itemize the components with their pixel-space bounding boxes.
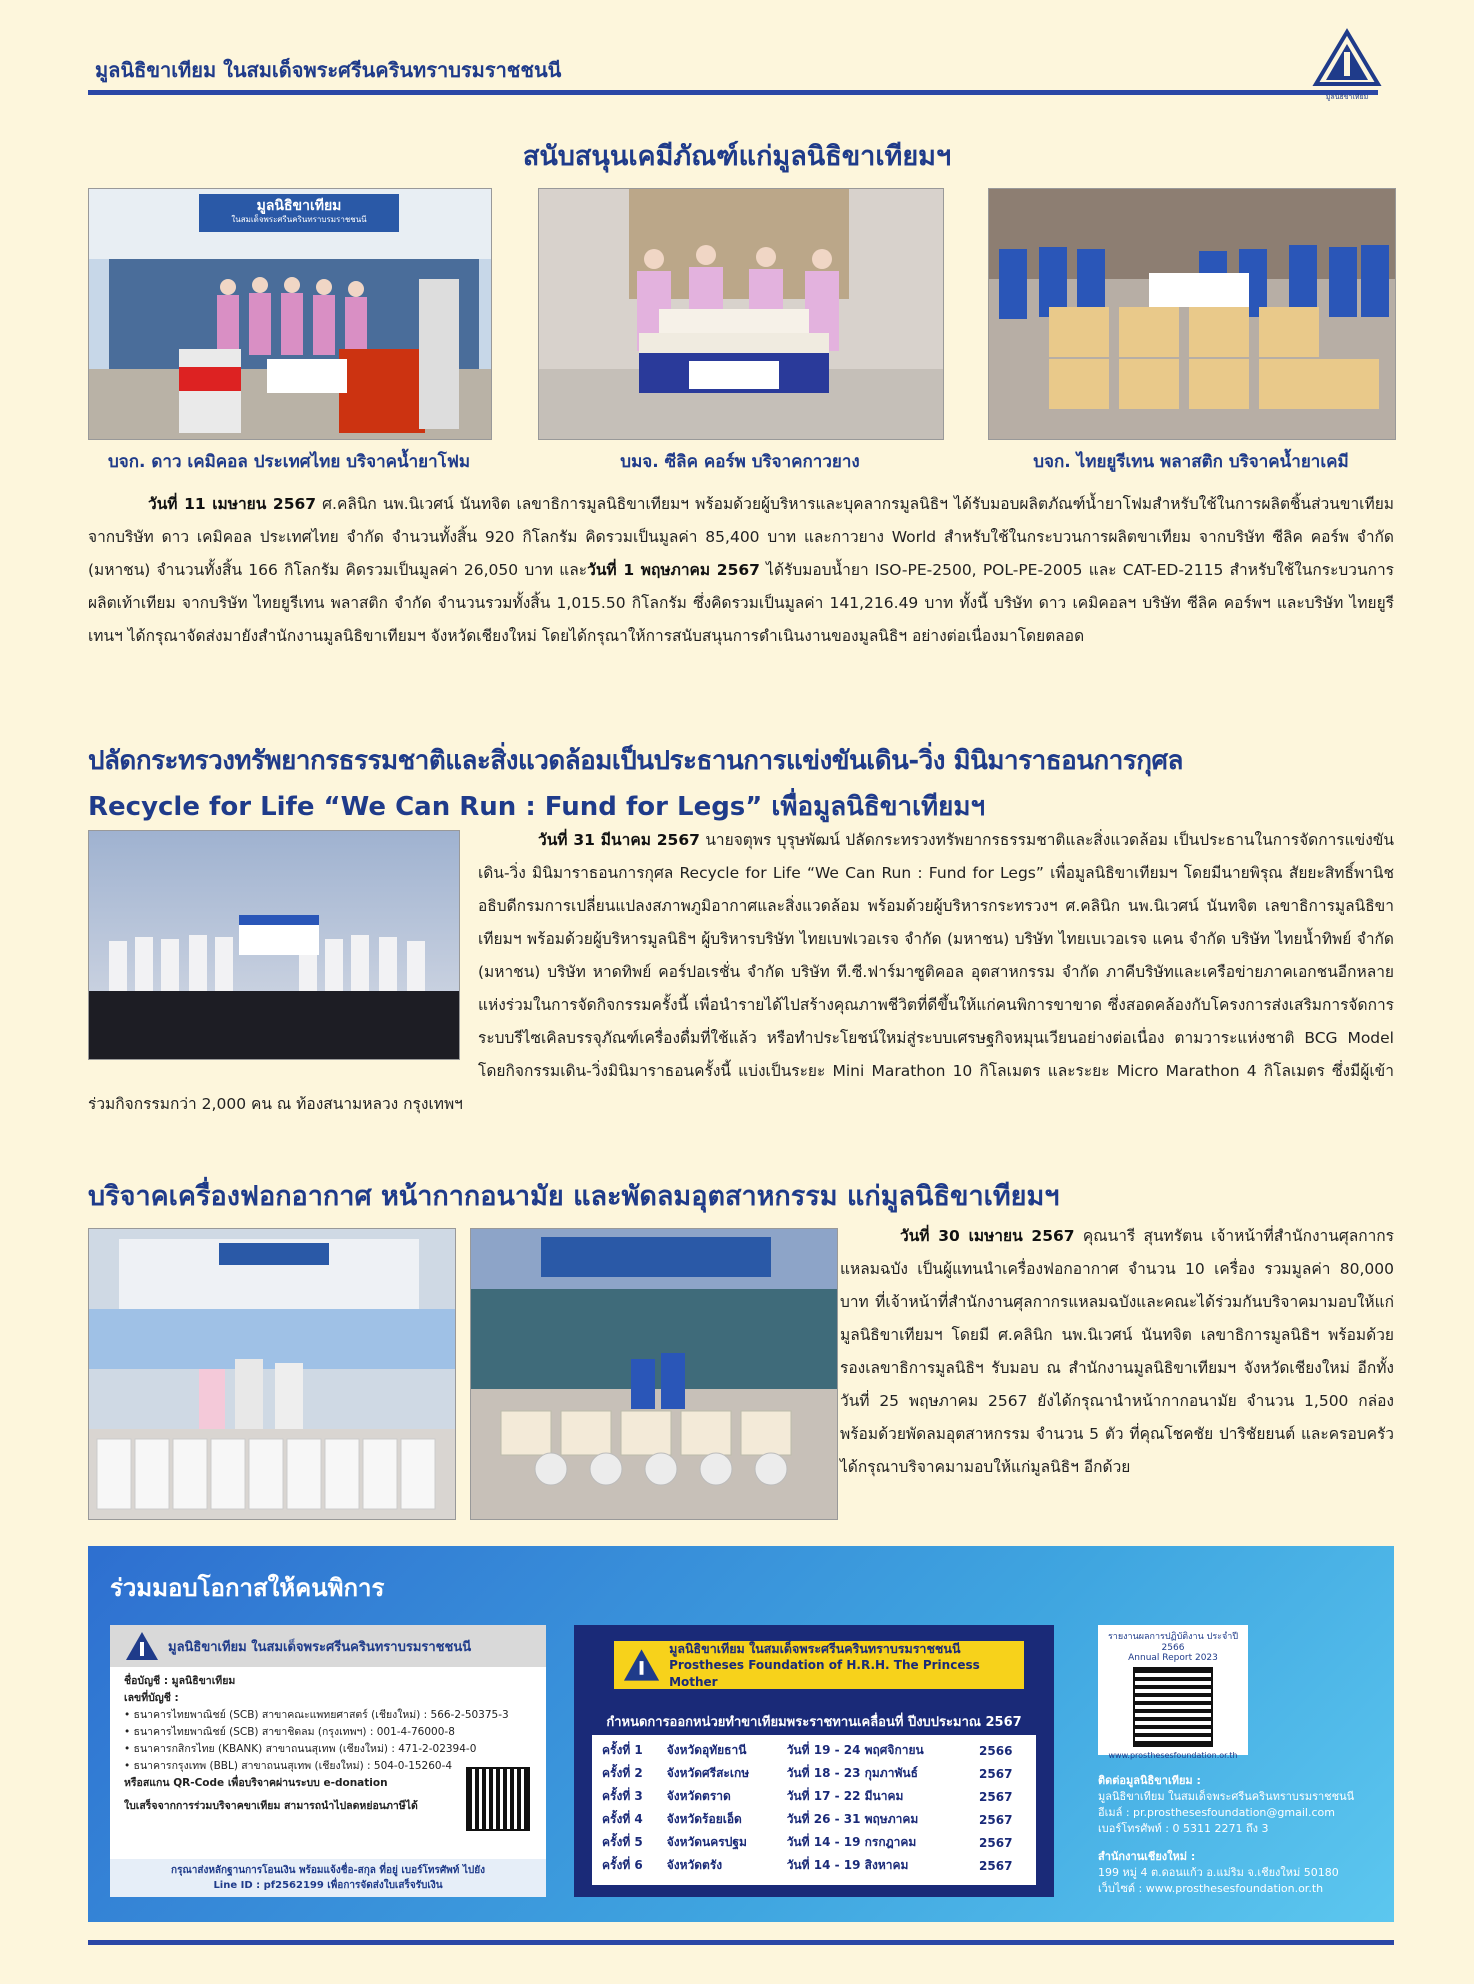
card1-footer1: กรุณาส่งหลักฐานการโอนเงิน พร้อมแจ้งชื่อ-สกุล ที่อยู่ เบอร์โทรศัพท์ ไปยัง: [171, 1865, 485, 1876]
schedule-title: กำหนดการออกหน่วยทำขาเทียมพระราชทานเคลื่อนที่ ปีงบประมาณ 2567: [606, 1715, 1022, 1730]
schedule-no: ครั้งที่ 5: [602, 1835, 643, 1849]
schedule-place: จังหวัดอุทัยธานี: [666, 1743, 747, 1757]
caption-thaiurethane: บจก. ไทยยูรีเทน พลาสติก บริจาคน้ำยาเคมี: [1033, 452, 1349, 472]
caption-dow: บจก. ดาว เคมิคอล ประเทศไทย บริจาคน้ำยาโฟม: [107, 452, 471, 472]
tax-note: ใบเสร็จจากการร่วมบริจาคขาเทียม สามารถนำไปลดหย่อนภาษีได้: [124, 1800, 418, 1812]
schedule-row: [598, 1831, 1030, 1854]
schedule-place: จังหวัดนครปฐม: [666, 1835, 747, 1849]
section1-date2: วันที่ 1 พฤษภาคม 2567: [587, 561, 760, 579]
account-line: • ธนาคารไทยพาณิชย์ (SCB) สาขาคณะแพทยศาสตร์ (เชียงใหม่) : 566-2-50375-3: [124, 1709, 509, 1721]
header-rule: [88, 90, 1378, 95]
header-title: มูลนิธิขาเทียม ในสมเด็จพระศรีนครินทราบรมราชชนนี: [95, 58, 562, 82]
card1-heading: มูลนิธิขาเทียม ในสมเด็จพระศรีนครินทราบรมราชชนนี: [168, 1639, 472, 1655]
office-title: สำนักงานเชียงใหม่ :: [1098, 1850, 1196, 1863]
page-header: [0, 0, 1474, 110]
account-label: เลขที่บัญชี :: [124, 1692, 179, 1704]
section2-photo-spacer: [88, 824, 478, 1060]
schedule-place: จังหวัดร้อยเอ็ด: [666, 1812, 742, 1826]
schedule-year: 2567: [979, 1766, 1013, 1781]
photo-dow-donation: [88, 188, 492, 440]
photo-silic-donation: [538, 188, 944, 440]
schedule-date: วันที่ 17 - 22 มีนาคม: [786, 1789, 904, 1803]
annual-report-box: [1098, 1625, 1248, 1760]
section3-date: วันที่ 30 เมษายน 2567: [900, 1227, 1075, 1245]
schedule-year: 2567: [979, 1789, 1013, 1804]
photo-air-purifiers: [88, 1228, 456, 1520]
schedule-row: [598, 1854, 1030, 1877]
section3-text: คุณนารี สุนทรัตน เจ้าหน้าที่สำนักงานศุลกากรแหลมฉบัง เป็นผู้แทนนำเครื่องฟอกอากาศ จำนวน 10 เครื่อง รวมมูลค่า 80,000 บาท ที่เจ้าหน้าที่สำนักงานศุลกากรแหลมฉบังและคณะได้ร่วมกันบริจาคมามอบให้แก่มูลนิธิขาเทียมฯ โดยมี ศ.คลินิก นพ.นิเวศน์ นันทจิต เลขาธิการมูลนิธิฯ พร้อมด้วยรองเลขาธิการมูลนิธิฯ รับมอบ ณ สำนักงานมูลนิธิขาเทียมฯ จังหวัดเชียงใหม่ อีกทั้งวันที่ 25 พฤษภาคม 2567 ยังได้กรุณานำหน้ากากอนามัย จำนวน 1,500 กล่อง พร้อมด้วยพัดลมอุตสาหกรรม จำนวน 5 ตัว ที่คุณโชคชัย ปาริชัยยนต์ และครอบครัวได้กรุณาบริจาคมามอบให้แก่มูลนิธิฯ อีกด้วย: [840, 1227, 1394, 1476]
photo-thaiurethane-donation: [988, 188, 1396, 440]
section2-text: นายจตุพร บุรุษพัฒน์ ปลัดกระทรวงทรัพยากรธรรมชาติและสิ่งแวดล้อม เป็นประธานในการจัดการแข่งขันเดิน-วิ่ง มินิมาราธอนการกุศล Recycle for Life “We Can Run : Fund for Legs” เพื่อมูลนิธิขาเทียมฯ โดยมีนายพิรุณ สัยยะสิทธิ์พานิช อธิบดีกรมการเปลี่ยนแปลงสภาพภูมิอากาศและสิ่งแวดล้อม พร้อมด้วยผู้บริหารกระทรวงฯ ศ.คลินิก นพ.นิเวศน์ นันทจิต เลขาธิการมูลนิธิขาเทียมฯ พร้อมด้วยผู้บริหารมูลนิธิฯ ผู้บริหารบริษัท ไทยเบฟเวอเรจ จำกัด (มหาชน) บริษัท ไทยเบเวอเรจ แคน จำกัด บริษัท ไทยน้ำทิพย์ จำกัด (มหาชน) บริษัท หาดทิพย์ คอร์ปอเรชั่น จำกัด บริษัท ที.ซี.ฟาร์มาซูติคอล อุตสาหกรรม จำกัด ภาคีบริษัทและเครือข่ายภาคเอกชนอีกหลายแห่งร่วมในการจัดกิจกรรมครั้งนี้ เพื่อนำรายได้ไปสร้างคุณภาพชีวิตที่ดีขึ้นให้แก่คนพิการขาขาด ซึ่งสอดคล้องกับโครงการส่งเสริมการจัดการระบบรีไซเคิลบรรจุภัณฑ์เครื่องดื่มที่ใช้แล้ว หรือทำประโยชน์ใหม่สู่ระบบเศรษฐกิจหมุนเวียนอย่างต่อเนื่อง ตามวาระแห่งชาติ BCG Model โดยกิจกรรมเดิน-วิ่งมินิมาราธอนครั้งนี้ แบ่งเป็นระยะ Mini Marathon 10 กิโลเมตร และระยะ Micro Marathon 4 กิโลเมตร ซึ่งมีผู้เข้าร่วมกิจกรรมกว่า 2,000 คน ณ ท้องสนามหลวง กรุงเทพฯ: [88, 831, 1394, 1113]
section2-date: วันที่ 31 มีนาคม 2567: [538, 831, 700, 849]
foundation-logo-icon: [622, 1647, 661, 1683]
office-website[interactable]: เว็บไซต์ : www.prosthesesfoundation.or.th: [1098, 1882, 1324, 1895]
section3-paragraph: [840, 1220, 1394, 1484]
card2-heading-th: มูลนิธิขาเทียม ในสมเด็จพระศรีนครินทราบรมราชชนนี: [669, 1640, 961, 1656]
report-line2: Annual Report 2023: [1128, 1653, 1218, 1663]
schedule-table: [598, 1739, 1030, 1877]
schedule-year: 2567: [979, 1835, 1013, 1850]
schedule-date: วันที่ 26 - 31 พฤษภาคม: [786, 1812, 919, 1826]
report-line1: รายงานผลการปฏิบัติงาน ประจำปี 2566: [1107, 1632, 1239, 1653]
schedule-date: วันที่ 19 - 24 พฤศจิกายน: [786, 1743, 924, 1757]
contact-email[interactable]: อีเมล์ : pr.prosthesesfoundation@gmail.com: [1098, 1806, 1335, 1819]
foundation-logo-icon: [1312, 28, 1382, 101]
card1-header: [110, 1625, 546, 1667]
account-line: • ธนาคารไทยพาณิชย์ (SCB) สาขาชิดลม (กรุงเทพฯ) : 001-4-76000-8: [124, 1726, 455, 1738]
donation-qr-icon: [466, 1767, 530, 1831]
schedule-no: ครั้งที่ 3: [602, 1789, 643, 1803]
banner-title: ร่วมมอบโอกาสให้คนพิการ: [110, 1574, 385, 1602]
schedule-year: 2567: [979, 1812, 1013, 1827]
section1-text2: ได้รับมอบน้ำยา ISO-PE-2500, POL-PE-2005 และ CAT-ED-2115 สำหรับใช้ในกระบวนการผลิตเท้าเทียม จากบริษัท ไทยยูรีเทน พลาสติก จำกัด จำนวนรวมทั้งสิ้น 1,015.50 กิโลกรัม ซึ่งคิดรวมเป็นมูลค่า 141,216.49 บาท ทั้งนี้ บริษัท ดาว เคมิคอลฯ บริษัท ซีลิค คอร์พฯ และบริษัท ไทยยูรีเทนฯ ได้กรุณาจัดส่งมายังสำนักงานมูลนิธิขาเทียมฯ จังหวัดเชียงใหม่ โดยได้กรุณาให้การสนับสนุนการดำเนินงานของมูลนิธิฯ อย่างต่อเนื่องมาโดยตลอด: [88, 561, 1394, 645]
schedule-row: [598, 1739, 1030, 1762]
card1-footer: [110, 1859, 546, 1897]
account-line: • ธนาคารกสิกรไทย (KBANK) สาขาถนนสุเทพ (เชียงใหม่) : 471-2-02394-0: [124, 1743, 477, 1755]
qr-note: หรือสแกน QR-Code เพื่อบริจาคผ่านระบบ e-donation: [124, 1777, 388, 1789]
caption-silic: บมจ. ซีลิค คอร์พ บริจาคกาวยาง: [620, 452, 860, 472]
schedule-place: จังหวัดตราด: [666, 1789, 731, 1803]
section1-title: สนับสนุนเคมีภัณฑ์แก่มูลนิธิขาเทียมฯ: [522, 141, 952, 172]
mobile-unit-schedule-card: [574, 1625, 1054, 1897]
schedule-row: [598, 1785, 1030, 1808]
schedule-row: [598, 1762, 1030, 1785]
section1-paragraph: [88, 488, 1394, 653]
schedule-year: 2567: [979, 1858, 1013, 1873]
foundation-logo-icon: [124, 1630, 160, 1662]
office-address: 199 หมู่ 4 ต.ดอนแก้ว อ.แม่ริม จ.เชียงใหม่ 50180: [1098, 1866, 1339, 1879]
card2-header: [614, 1641, 1024, 1689]
photo-masks-and-fans: [470, 1228, 838, 1520]
section2-title-line1: ปลัดกระทรวงทรัพยากรธรรมชาติและสิ่งแวดล้อมเป็นประธานการแข่งขันเดิน-วิ่ง มินิมาราธอนการกุศล: [88, 746, 1183, 776]
section1-text1: ศ.คลินิก นพ.นิเวศน์ นันทจิต เลขาธิการมูลนิธิขาเทียมฯ พร้อมด้วยผู้บริหารและบุคลากรมูลนิธิฯ ได้รับมอบผลิตภัณฑ์น้ำยาโฟมสำหรับใช้ในการผลิตชิ้นส่วนขาเทียม จากบริษัท ดาว เคมิคอล ประเทศไทย จำกัด จำนวนทั้งสิ้น 920 กิโลกรัม คิดรวมเป็นมูลค่า 85,400 บาท และกาวยาง World สำหรับใช้ในกระบวนการผลิตขาเทียม จากบริษัท ซีลิค คอร์พ จำกัด (มหาชน) จำนวนทั้งสิ้น 166 กิโลกรัม คิดรวมเป็นมูลค่า 26,050 บาท และ: [88, 495, 1394, 579]
contact-title: ติดต่อมูลนิธิขาเทียม :: [1098, 1774, 1201, 1787]
account-name: ชื่อบัญชี : มูลนิธิขาเทียม: [124, 1675, 236, 1687]
photo1-sign-sub: ในสมเด็จพระศรีนครินทราบรมราชชนนี: [231, 215, 367, 224]
schedule-date: วันที่ 18 - 23 กุมภาพันธ์: [786, 1766, 918, 1780]
schedule-no: ครั้งที่ 2: [602, 1766, 643, 1780]
bank-account-card: [110, 1625, 546, 1897]
schedule-date: วันที่ 14 - 19 สิงหาคม: [786, 1858, 909, 1872]
card2-heading-en: Prostheses Foundation of H.R.H. The Princess Mother: [669, 1657, 980, 1689]
schedule-table-box: [592, 1735, 1036, 1885]
schedule-row: [598, 1808, 1030, 1831]
card1-footer2: Line ID : pf2562199 เพื่อการจัดส่งใบเสร็จรับเงิน: [213, 1880, 443, 1891]
section2-paragraph: [88, 824, 1394, 1121]
contact-phone: เบอร์โทรศัพท์ : 0 5311 2271 ถึง 3: [1098, 1822, 1269, 1835]
logo-caption: มูลนิธิขาเทียม: [1325, 93, 1369, 101]
report-url: www.prosthesesfoundation.or.th: [1108, 1751, 1238, 1760]
section2-title-line2: Recycle for Life “We Can Run : Fund for Legs” เพื่อมูลนิธิขาเทียมฯ: [88, 792, 986, 822]
contact-name: มูลนิธิขาเทียม ในสมเด็จพระศรีนครินทราบรมราชชนนี: [1098, 1790, 1355, 1803]
schedule-no: ครั้งที่ 1: [602, 1743, 643, 1757]
schedule-year: 2566: [979, 1743, 1013, 1758]
report-qr-icon: [1133, 1667, 1213, 1747]
schedule-no: ครั้งที่ 4: [602, 1812, 643, 1826]
contact-card: [1098, 1625, 1378, 1911]
photo1-sign: [209, 199, 389, 227]
schedule-place: จังหวัดตรัง: [666, 1858, 723, 1872]
schedule-no: ครั้งที่ 6: [602, 1858, 643, 1872]
schedule-place: จังหวัดศรีสะเกษ: [666, 1766, 750, 1780]
footer-rule: [88, 1940, 1394, 1945]
photo1-sign-title: มูลนิธิขาเทียม: [256, 198, 342, 214]
section1-date1: วันที่ 11 เมษายน 2567: [148, 495, 317, 513]
account-line: • ธนาคารกรุงเทพ (BBL) สาขาถนนสุเทพ (เชียงใหม่) : 504-0-15260-4: [124, 1760, 453, 1772]
schedule-date: วันที่ 14 - 19 กรกฎาคม: [786, 1835, 917, 1849]
section3-title: บริจาคเครื่องฟอกอากาศ หน้ากากอนามัย และพัดลมอุตสาหกรรม แก่มูลนิธิขาเทียมฯ: [88, 1181, 1060, 1212]
